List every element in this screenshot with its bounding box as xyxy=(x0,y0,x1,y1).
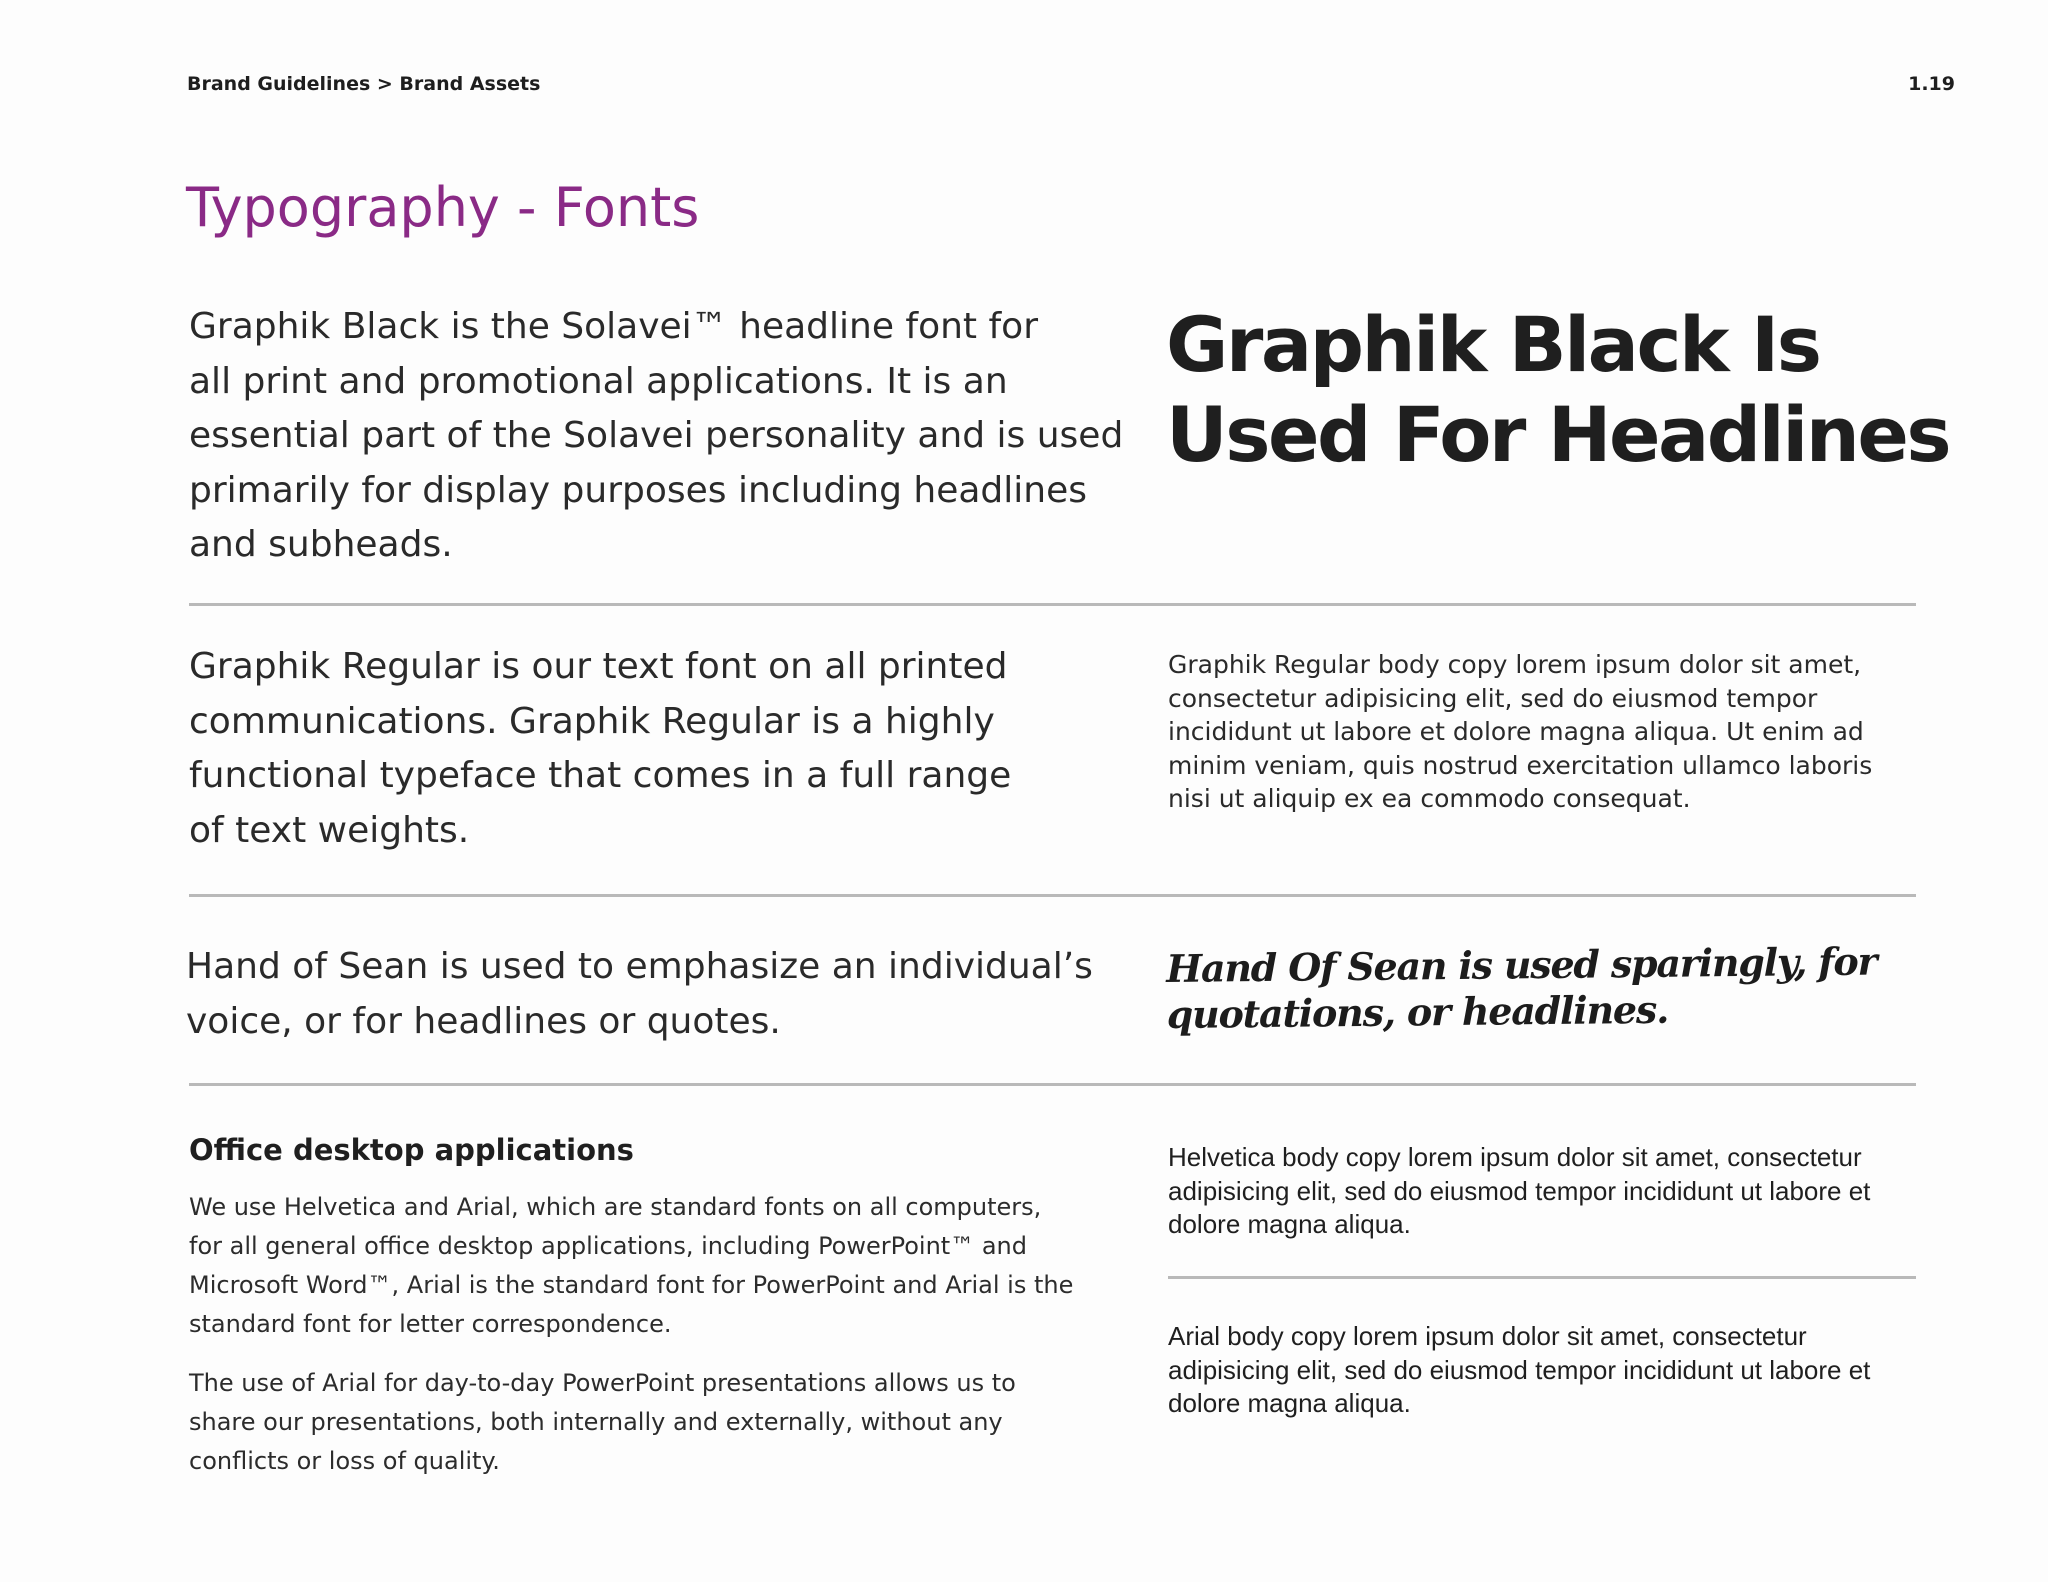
graphik-black-sample xyxy=(1166,300,1949,480)
graphik-black-description xyxy=(189,300,1123,573)
sample-divider xyxy=(1168,1276,1916,1279)
office-heading: Office desktop applications xyxy=(189,1133,634,1167)
text-line: essential part of the Solavei personality and is used xyxy=(189,415,1124,456)
text-line: Graphik Black is the Solavei™ headline font for xyxy=(189,306,1038,347)
arial-sample xyxy=(1168,1320,1870,1421)
text-line: standard font for letter correspondence. xyxy=(189,1310,672,1338)
office-paragraph-1 xyxy=(189,1188,1073,1344)
text-line: for all general office desktop applications, including PowerPoint™ and xyxy=(189,1232,1027,1260)
section-divider xyxy=(189,894,1916,897)
text-line: and subheads. xyxy=(189,524,453,565)
text-line: We use Helvetica and Arial, which are standard fonts on all computers, xyxy=(189,1193,1042,1221)
text-line: share our presentations, both internally and externally, without any xyxy=(189,1408,1003,1436)
office-paragraph-2 xyxy=(189,1364,1016,1481)
text-line: Graphik Regular body copy lorem ipsum dolor sit amet, xyxy=(1168,650,1862,679)
hand-of-sean-sample xyxy=(1166,939,1877,1038)
text-line: consectetur adipisicing elit, sed do eiusmod tempor xyxy=(1168,683,1818,713)
text-line: adipisicing elit, sed do eiusmod tempor incididunt ut labore et xyxy=(1168,1354,1871,1385)
page-title: Typography - Fonts xyxy=(186,176,700,239)
text-line: functional typeface that comes in a full range xyxy=(189,755,1012,796)
headline-line: Graphik Black Is xyxy=(1166,300,1820,389)
text-line: quotations, or headlines. xyxy=(1166,986,1669,1037)
text-line: communications. Graphik Regular is a highly xyxy=(189,700,995,742)
hand-of-sean-description xyxy=(186,940,1093,1049)
text-line: Arial body copy lorem ipsum dolor sit amet, consectetur xyxy=(1168,1321,1807,1351)
section-divider xyxy=(189,1083,1916,1086)
text-line: conflicts or loss of quality. xyxy=(189,1447,500,1475)
section-divider xyxy=(189,603,1916,606)
helvetica-sample xyxy=(1168,1141,1870,1242)
graphik-regular-description xyxy=(189,640,1011,858)
text-line: incididunt ut labore et dolore magna aliqua. Ut enim ad xyxy=(1168,717,1864,746)
text-line: voice, or for headlines or quotes. xyxy=(186,1000,781,1042)
text-line: Graphik Regular is our text font on all printed xyxy=(189,646,1008,687)
text-line: dolore magna aliqua. xyxy=(1168,1209,1411,1239)
graphik-regular-sample xyxy=(1168,648,1872,816)
text-line: all print and promotional applications. It is an xyxy=(189,360,1008,402)
text-line: The use of Arial for day-to-day PowerPoint presentations allows us to xyxy=(189,1369,1016,1397)
text-line: of text weights. xyxy=(189,809,470,851)
text-line: Helvetica body copy lorem ipsum dolor sit amet, consectetur xyxy=(1168,1142,1862,1172)
text-line: minim veniam, quis nostrud exercitation ullamco laboris xyxy=(1168,750,1873,780)
breadcrumb: Brand Guidelines > Brand Assets xyxy=(187,73,541,95)
text-line: adipisicing elit, sed do eiusmod tempor incididunt ut labore et xyxy=(1168,1175,1871,1206)
text-line: dolore magna aliqua. xyxy=(1168,1388,1411,1418)
text-line: Hand of Sean is used to emphasize an individual’s xyxy=(186,946,1093,987)
page-number: 1.19 xyxy=(1908,73,1955,95)
text-line: Microsoft Word™, Arial is the standard font for PowerPoint and Arial is the xyxy=(189,1271,1074,1299)
text-line: primarily for display purposes including headlines xyxy=(189,469,1087,511)
text-line: nisi ut aliquip ex ea commodo consequat. xyxy=(1168,784,1691,813)
text-line: Hand Of Sean is used sparingly, for xyxy=(1166,938,1877,991)
headline-line: Used For Headlines xyxy=(1166,390,1950,479)
